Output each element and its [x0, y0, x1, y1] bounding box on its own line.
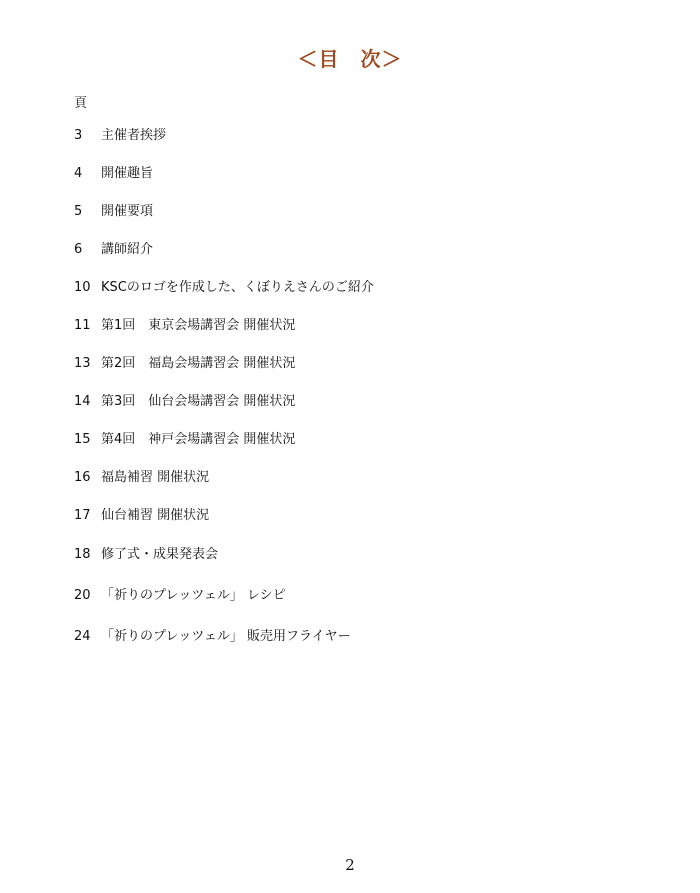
toc-entry-text: 仙台補習 開催状況 — [101, 508, 210, 523]
toc-page-number: 10 — [74, 280, 91, 295]
toc-page-number: 14 — [74, 394, 91, 409]
page-column-header: 頁 — [74, 96, 88, 111]
toc-entry-text: 開催趣旨 — [101, 166, 154, 181]
toc-entry-text: 「祈りのプレッツェル」 レシピ — [101, 588, 286, 603]
toc-page-number: 5 — [74, 204, 83, 219]
toc-page-number: 4 — [74, 166, 83, 181]
toc-page-number: 17 — [74, 508, 91, 523]
toc-entry-text: 第2回 福島会場講習会 開催状況 — [101, 356, 296, 371]
toc-entry-text: 開催要項 — [101, 204, 154, 219]
toc-page-number: 13 — [74, 356, 91, 371]
toc-item-fukushima-supplement — [74, 470, 209, 486]
toc-item-recipe — [74, 588, 286, 604]
toc-entry-text: 講師紹介 — [101, 242, 154, 257]
toc-entry-text: 修了式・成果発表会 — [101, 547, 219, 562]
toc-page-number: 11 — [74, 318, 91, 333]
toc-page-number: 16 — [74, 470, 91, 485]
toc-page-number: 3 — [74, 128, 83, 143]
toc-page-number: 15 — [74, 432, 91, 447]
toc-entry-text: KSCのロゴを作成した、くぼりえさんのご紹介 — [101, 280, 374, 295]
toc-item-session-2 — [74, 356, 295, 372]
toc-item-greeting — [74, 128, 166, 144]
toc-page-number: 20 — [74, 588, 91, 603]
toc-item-graduation — [74, 547, 218, 563]
toc-item-purpose — [74, 166, 153, 182]
page-number: 2 — [345, 856, 355, 874]
toc-page-number: 18 — [74, 547, 91, 562]
toc-entry-text: 「祈りのプレッツェル」 販売用フライヤー — [101, 629, 351, 644]
toc-page-number: 6 — [74, 242, 83, 257]
toc-entry-text: 主催者挨拶 — [101, 128, 167, 143]
page-title: ＜目 次＞ — [297, 47, 403, 71]
toc-page-number: 24 — [74, 629, 91, 644]
toc-item-instructors — [74, 242, 153, 258]
toc-item-sendai-supplement — [74, 508, 209, 524]
toc-item-flyer — [74, 629, 351, 645]
toc-entry-text: 第4回 神戸会場講習会 開催状況 — [101, 432, 296, 447]
toc-item-session-3 — [74, 394, 295, 410]
toc-item-session-4 — [74, 432, 295, 448]
toc-item-outline — [74, 204, 153, 220]
toc-entry-text: 第3回 仙台会場講習会 開催状況 — [101, 394, 296, 409]
toc-entry-text: 第1回 東京会場講習会 開催状況 — [101, 318, 296, 333]
toc-entry-text: 福島補習 開催状況 — [101, 470, 210, 485]
toc-item-session-1 — [74, 318, 295, 334]
toc-item-logo-designer — [74, 280, 374, 296]
